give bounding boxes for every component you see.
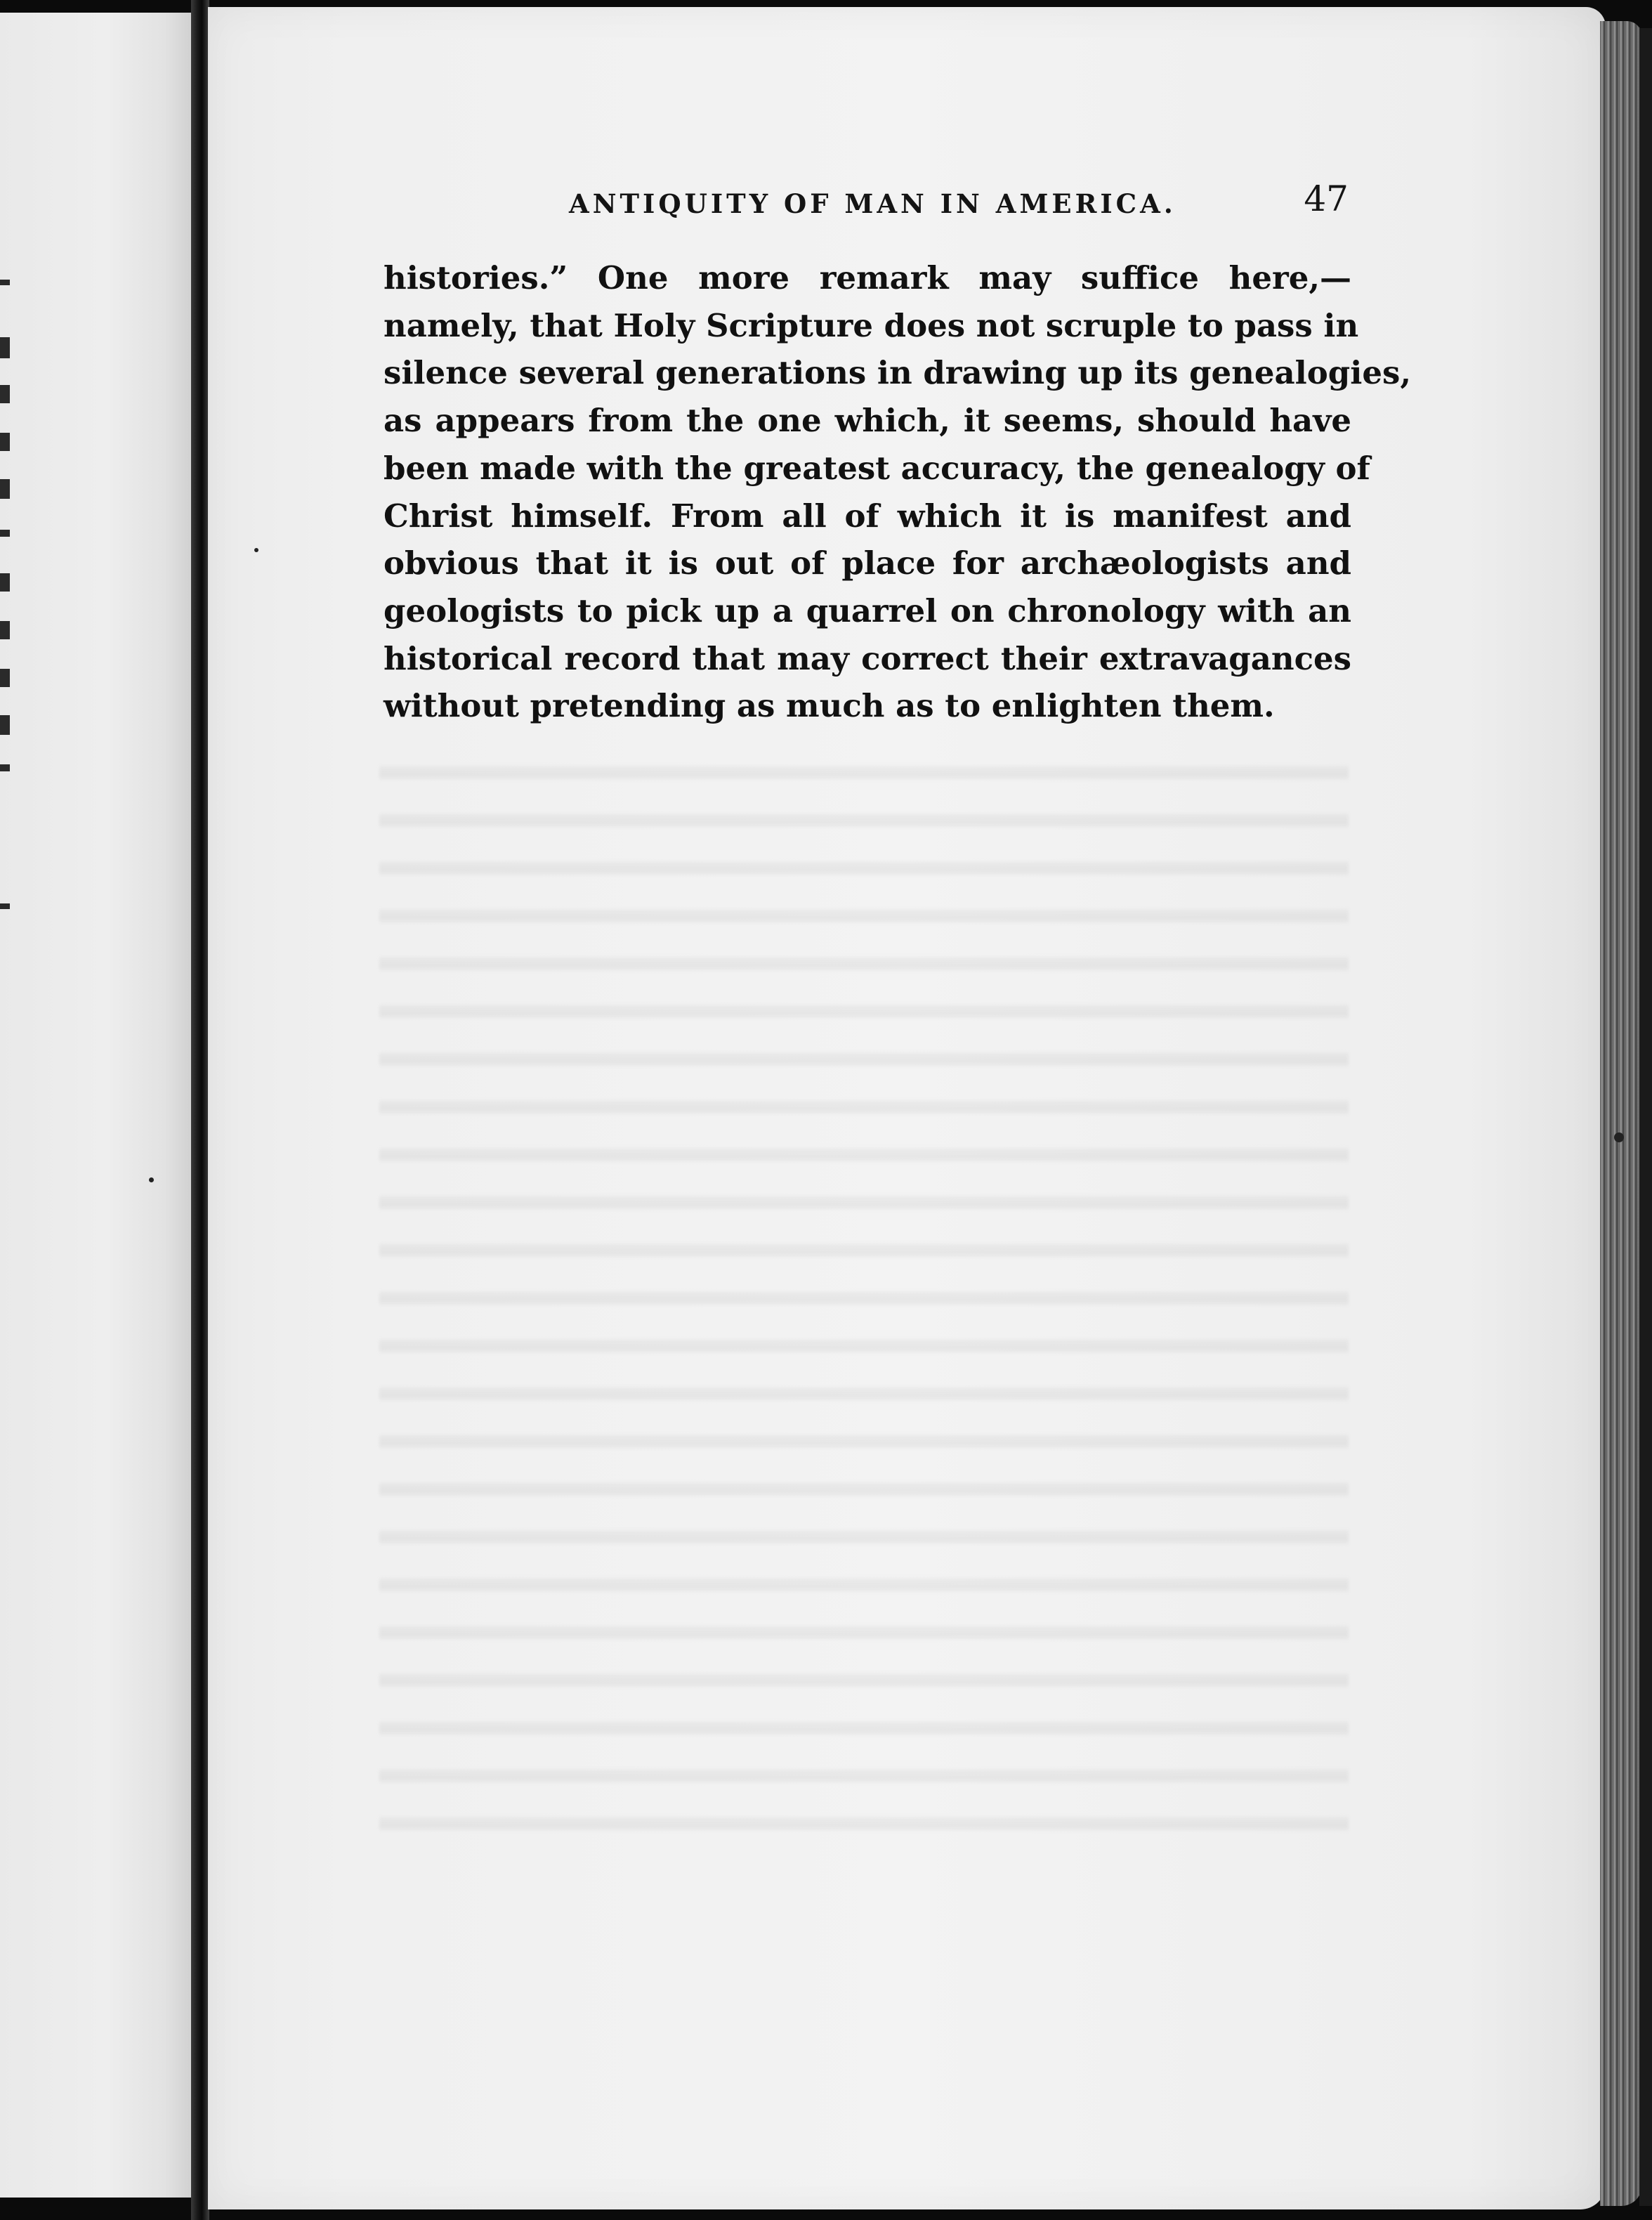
text-line: historical record that may correct their extravagances: [383, 639, 1351, 677]
previous-page-text-fragment: [0, 903, 10, 909]
page-number: 47: [1304, 178, 1349, 219]
paper-speck: [1614, 1132, 1624, 1142]
running-title: ANTIQUITY OF MAN IN AMERICA.: [569, 188, 1176, 219]
text-line: Christ himself. From all of which it is manifest and: [383, 497, 1351, 535]
previous-page-text-fragment: [0, 715, 10, 735]
reverse-side-bleed-through: [379, 745, 1349, 1841]
text-line: as appears from the one which, it seems, should have: [383, 402, 1351, 440]
previous-page-text-fragment: [0, 385, 10, 403]
page-stack-edge: [1600, 21, 1642, 2206]
text-line: silence several generations in drawing up its genealogies,: [383, 354, 1411, 392]
text-line: histories.” One more remark may suffice here,—: [383, 259, 1351, 296]
paper-speck: [254, 548, 258, 552]
text-line: obvious that it is out of place for archæologists and: [383, 544, 1351, 582]
previous-page-text-fragment: [0, 433, 10, 451]
previous-page-text-fragment: [0, 337, 10, 358]
book-gutter: [191, 0, 209, 2220]
text-line: been made with the greatest accuracy, the genealogy of: [383, 449, 1370, 487]
running-header: [569, 178, 1349, 235]
text-line: namely, that Holy Scripture does not scruple to pass in: [383, 306, 1359, 344]
previous-page-text-fragment: [0, 280, 10, 285]
text-line: geologists to pick up a quarrel on chronology with an: [383, 592, 1351, 629]
previous-page-text-fragment: [0, 621, 10, 639]
book-cover-edge: [1639, 28, 1652, 2206]
previous-page-text-fragment: [0, 764, 10, 771]
previous-page-edge: [0, 13, 194, 2198]
previous-page-text-fragment: [0, 479, 10, 499]
text-line: without pretending as much as to enlighten them.: [383, 687, 1275, 725]
previous-page-text-fragment: [0, 530, 10, 537]
paper-speck: [149, 1177, 154, 1182]
previous-page-text-fragment: [0, 669, 10, 687]
previous-page-text-fragment: [0, 573, 10, 592]
paragraph: [383, 254, 1411, 730]
